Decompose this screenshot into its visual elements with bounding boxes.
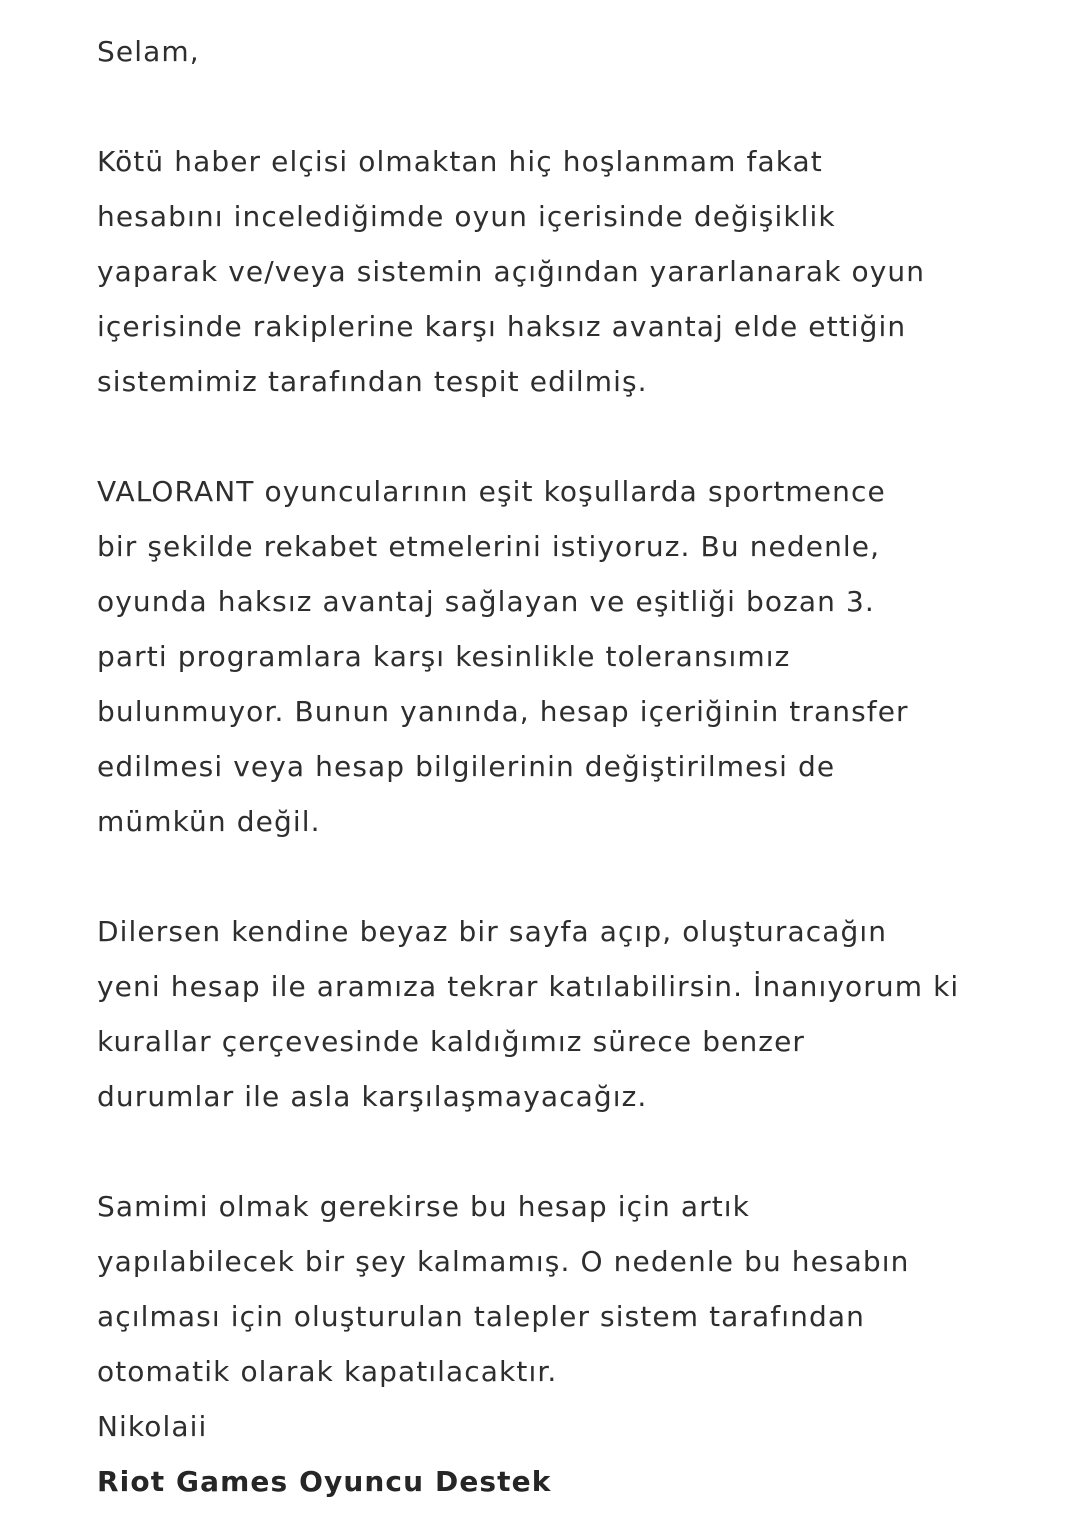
paragraph-spacer [97, 409, 997, 464]
support-message [97, 24, 997, 1509]
signature-team: Riot Games Oyuncu Destek [97, 1465, 552, 1498]
paragraph-line: edilmesi veya hesap bilgilerinin değiştirilmesi de [97, 750, 836, 783]
paragraph-line: sistemimiz tarafından tespit edilmiş. [97, 365, 648, 398]
paragraph-policy [97, 464, 997, 849]
paragraph-line: parti programlara karşı kesinlikle toleransımız [97, 640, 791, 673]
paragraph-line: içerisinde rakiplerine karşı haksız avantaj elde ettiğin [97, 310, 907, 343]
paragraph-line: yeni hesap ile aramıza tekrar katılabilirsin. İnanıyorum ki [97, 970, 960, 1003]
paragraph-line: yapılabilecek bir şey kalmamış. O nedenle bu hesabın [97, 1245, 910, 1278]
paragraph-line: Kötü haber elçisi olmaktan hiç hoşlanmam fakat [97, 145, 823, 178]
paragraph-line: yaparak ve/veya sistemin açığından yararlanarak oyun [97, 255, 926, 288]
greeting: Selam, [97, 35, 200, 68]
paragraph-new-account [97, 904, 997, 1124]
paragraph-line: oyunda haksız avantaj sağlayan ve eşitliği bozan 3. [97, 585, 875, 618]
paragraph-line: durumlar ile asla karşılaşmayacağız. [97, 1080, 648, 1113]
paragraph-closure [97, 1179, 997, 1399]
paragraph-line: VALORANT oyuncularının eşit koşullarda sportmence [97, 475, 886, 508]
paragraph-line: Samimi olmak gerekirse bu hesap için artık [97, 1190, 750, 1223]
paragraph-line: otomatik olarak kapatılacaktır. [97, 1355, 558, 1388]
paragraph-violation-notice [97, 134, 997, 409]
paragraph-line: bir şekilde rekabet etmelerini istiyoruz. Bu nedenle, [97, 530, 881, 563]
paragraph-line: hesabını incelediğimde oyun içerisinde değişiklik [97, 200, 836, 233]
paragraph-line: bulunmuyor. Bunun yanında, hesap içeriğinin transfer [97, 695, 909, 728]
paragraph-line: açılması için oluşturulan talepler sistem tarafından [97, 1300, 865, 1333]
paragraph-line: Dilersen kendine beyaz bir sayfa açıp, oluşturacağın [97, 915, 888, 948]
signature-name: Nikolaii [97, 1410, 208, 1443]
paragraph-spacer [97, 79, 997, 134]
paragraph-line: mümkün değil. [97, 805, 321, 838]
paragraph-line: kurallar çerçevesinde kaldığımız sürece benzer [97, 1025, 806, 1058]
paragraph-spacer [97, 849, 997, 904]
paragraph-spacer [97, 1124, 997, 1179]
